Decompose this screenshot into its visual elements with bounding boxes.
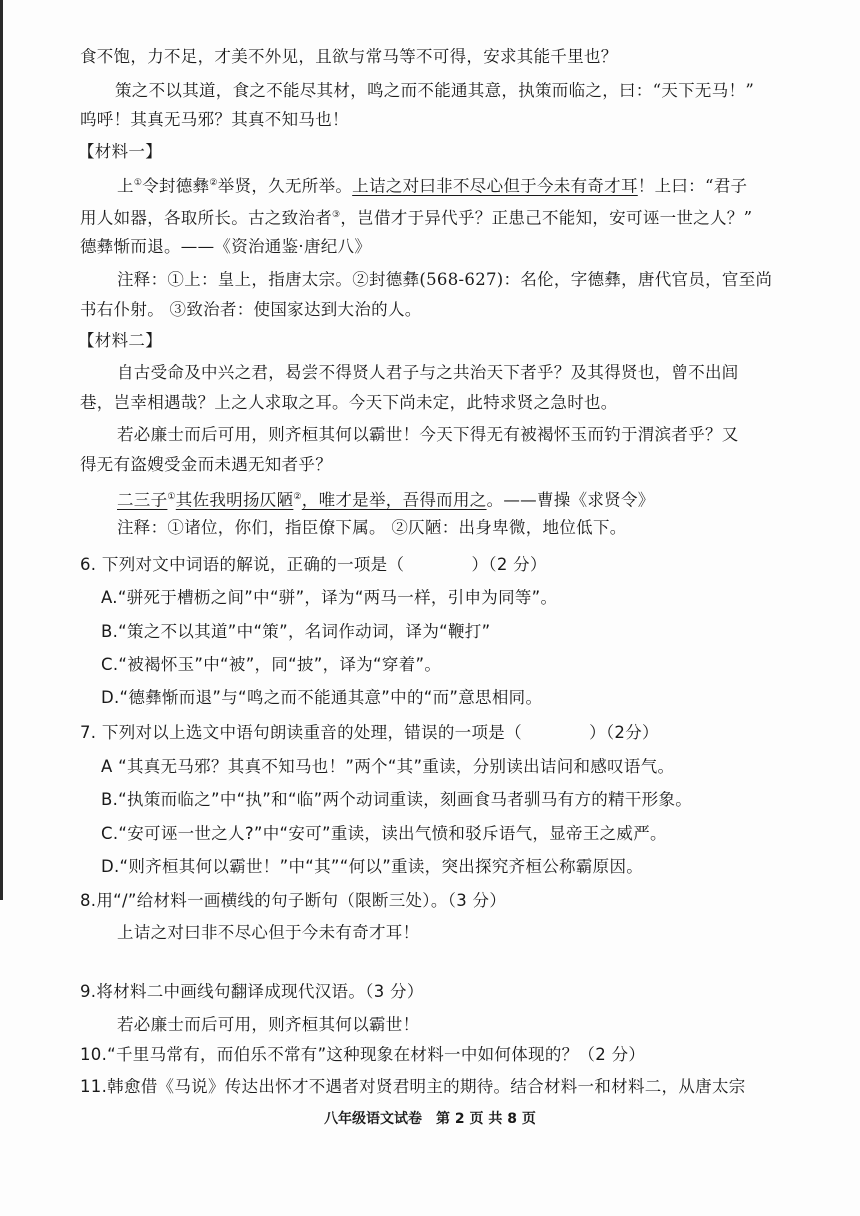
q6-option-c: C.“被褐怀玉”中“被”，同“披”，译为“穿着”。: [101, 655, 442, 674]
material1-note-2: 书右仆射。 ③致治者：使国家达到大治的人。: [80, 300, 422, 319]
question-11: 11.韩愈借《马说》传达出怀才不遇者对贤君明主的期待。结合材料一和材料二，从唐太宗: [80, 1077, 746, 1096]
material1-heading: 【材料一】: [78, 142, 162, 161]
q7-option-c: C.“安可诬一世之人?”中“安可”重读，读出气愤和驳斥语气，显帝王之威严。: [101, 824, 667, 843]
passage-line-2: 策之不以其道，食之不能尽其材，鸣之而不能通其意，执策而临之，曰：“天下无马！”: [115, 81, 755, 100]
material2-line-5: 二三子①其佐我明扬仄陋②，唯才是举，吾得而用之。——曹操《求贤令》: [117, 490, 655, 510]
question-6: 6. 下列对文中词语的解说，正确的一项是（ ）（2 分）: [80, 555, 547, 574]
material2-line-4: 得无有盗嫂受金而未遇无知者乎？: [80, 455, 332, 474]
q6-option-d: D.“德彝惭而退”与“鸣之而不能通其意”中的“而”意思相同。: [101, 688, 543, 707]
material2-line-2: 巷，岂幸相遇哉？上之人求取之耳。今天下尚未定，此特求贤之急时也。: [80, 393, 618, 412]
material2-line-1: 自古受命及中兴之君，曷尝不得贤人君子与之共治天下者乎？及其得贤也，曾不出闾: [117, 363, 739, 382]
question-10: 10.“千里马常有，而伯乐不常有”这种现象在材料一中如何体现的？（2 分）: [80, 1045, 646, 1064]
material2-line-3: 若必廉士而后可用，则齐桓其何以霸世！今天下得无有被褐怀玉而钓于渭滨者乎？又: [117, 425, 739, 444]
q6-option-a: A.“骈死于槽枥之间”中“骈”，译为“两马一样，引申为同等”。: [101, 588, 558, 607]
material1-line-1: 上①令封德彝②举贤，久无所举。上诘之对曰非不尽心但于今未有奇才耳！上曰：“君子: [117, 176, 748, 196]
q9-sentence: 若必廉士而后可用，则齐桓其何以霸世！: [117, 1015, 420, 1034]
material1-underlined-sentence: 上诘之对曰非不尽心但于今未有奇才耳: [352, 176, 638, 196]
passage-line-1: 食不饱，力不足，才美不外见，且欲与常马等不可得，安求其能千里也？: [80, 47, 618, 66]
question-7: 7. 下列对以上选文中语句朗读重音的处理，错误的一项是（ ）（2分）: [80, 723, 659, 742]
page-footer: 八年级语文试卷 第 2 页 共 8 页: [324, 1111, 536, 1127]
material2-heading: 【材料二】: [78, 331, 162, 350]
q7-option-a: A “其真无马邪？其真不知马也！”两个“其”重读，分别读出诘问和感叹语气。: [101, 757, 675, 776]
q8-sentence: 上诘之对曰非不尽心但于今未有奇才耳！: [117, 923, 420, 942]
material1-line-2: 用人如器，各取所长。古之致治者③，岂借才于异代乎？正患己不能知，安可诬一世之人？”: [80, 208, 753, 228]
q7-option-d: D.“则齐桓其何以霸世！”中“其”“何以”重读，突出探究齐桓公称霸原因。: [101, 857, 644, 876]
material1-note-1: 注释：①上：皇上，指唐太宗。②封德彝(568-627)：名伦，字德彝，唐代官员，官至尚: [117, 270, 773, 289]
question-8: 8.用“/”给材料一画横线的句子断句（限断三处）。（3 分）: [80, 891, 507, 910]
material2-note: 注释：①诸位，你们，指臣僚下属。 ②仄陋：出身卑微，地位低下。: [117, 518, 627, 537]
q6-option-b: B.“策之不以其道”中“策”，名词作动词，译为“鞭打”: [101, 622, 491, 641]
passage-line-3: 呜呼！其真无马邪？其真不知马也！: [80, 110, 349, 129]
page-edge-shadow: [0, 0, 3, 900]
material1-line-3: 德彝惭而退。——《资治通鉴·唐纪八》: [80, 237, 372, 256]
question-9: 9.将材料二中画线句翻译成现代汉语。（3 分）: [80, 982, 424, 1001]
q7-option-b: B.“执策而临之”中“执”和“临”两个动词重读，刻画食马者驯马有方的精干形象。: [101, 790, 693, 809]
